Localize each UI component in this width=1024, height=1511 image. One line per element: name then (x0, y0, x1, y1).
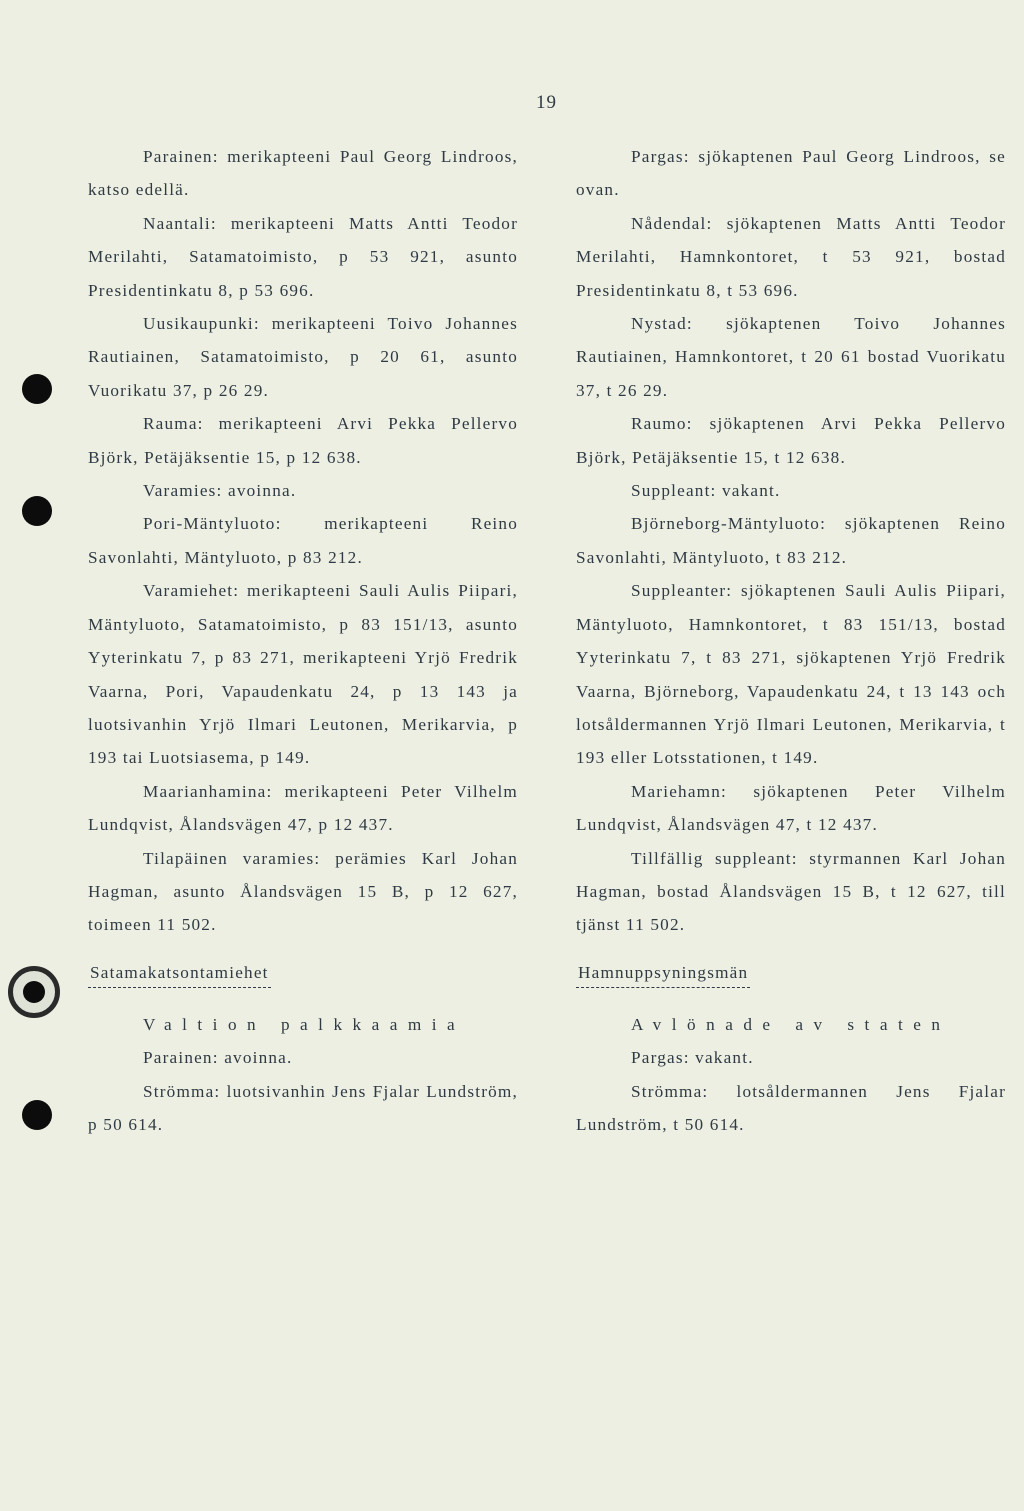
paragraph: Naantali: merikapteeni Matts Antti Teodor Merilahti, Satamatoimisto, p 53 921, asunto Presidentinkatu 8, p 53 696. (88, 213, 518, 300)
section-heading-text: Satamakatsontamiehet (88, 959, 271, 988)
paragraph: Pargas: sjökaptenen Paul Georg Lindroos, se ovan. (576, 147, 1006, 200)
paragraph: Rauma: merikapteeni Arvi Pekka Pellervo Björk, Petäjäksentie 15, p 12 638. (88, 414, 518, 467)
section-heading (88, 956, 518, 990)
paragraph: Björneborg-Mäntyluoto: sjökaptenen Reino Savonlahti, Mäntyluoto, t 83 212. (576, 514, 1006, 567)
binder-hole-reinforced (8, 966, 60, 1018)
swedish-column (576, 140, 1006, 1141)
section-heading (576, 956, 1006, 990)
paragraph: Strömma: luotsivanhin Jens Fjalar Lundström, p 50 614. (88, 1081, 518, 1134)
paragraph: Maarianhamina: merikapteeni Peter Vilhelm Lundqvist, Ålandsvägen 47, p 12 437. (88, 781, 518, 835)
binder-hole-1 (22, 374, 52, 404)
section-subheading: Avlönade av staten (631, 1014, 951, 1034)
page-number: 19 (536, 92, 557, 113)
paragraph: Pargas: vakant. (631, 1048, 754, 1068)
paragraph: Nådendal: sjökaptenen Matts Antti Teodor Merilahti, Hamnkontoret, t 53 921, bostad Presidentinkatu 8, t 53 696. (576, 213, 1006, 300)
paragraph: Tilapäinen varamies: perämies Karl Johan Hagman, asunto Ålandsvägen 15 B, p 12 627, toimeen 11 502. (88, 848, 518, 935)
paragraph: Nystad: sjökaptenen Toivo Johannes Rautiainen, Hamnkontoret, t 20 61 bostad Vuorikatu 37, t 26 29. (576, 314, 1006, 400)
paragraph: Varamiehet: merikapteeni Sauli Aulis Piipari, Mäntyluoto, Satamatoimisto, p 83 151/13, asunto Yyterinkatu 7, p 83 271, merikapteeni Yrjö Fredrik Vaarna, Pori, Vapaudenkatu 24, p 13 143 ja luotsivanhin Yrjö Ilmari Leutonen, Merikarvia, p 193 tai Luotsiasema, p 149. (88, 581, 518, 768)
paragraph: Pori-Mäntyluoto: merikapteeni Reino Savonlahti, Mäntyluoto, p 83 212. (88, 514, 518, 567)
paragraph: Parainen: avoinna. (143, 1048, 293, 1068)
binder-hole-3 (22, 1100, 52, 1130)
finnish-column (88, 140, 518, 1141)
section-subheading: Valtion palkkaamia (143, 1014, 466, 1034)
paragraph: Uusikaupunki: merikapteeni Toivo Johannes Rautiainen, Satamatoimisto, p 20 61, asunto Vuorikatu 37, p 26 29. (88, 314, 518, 400)
paragraph: Suppleanter: sjökaptenen Sauli Aulis Piipari, Mäntyluoto, Hamnkontoret, t 83 151/13, bostad Yyterinkatu 7, t 83 271, sjökaptenen Yrjö Fredrik Vaarna, Björneborg, Vapaudenkatu 24, t 13 143 och lotsåldermannen Yrjö Ilmari Leutonen, Merikarvia, t 193 eller Lotsstationen, t 149. (576, 581, 1006, 768)
binder-hole-2 (22, 496, 52, 526)
paragraph: Strömma: lotsåldermannen Jens Fjalar Lundström, t 50 614. (576, 1081, 1006, 1134)
paragraph: Suppleant: vakant. (631, 481, 781, 501)
paragraph: Tillfällig suppleant: styrmannen Karl Johan Hagman, bostad Ålandsvägen 15 B, t 12 627, till tjänst 11 502. (576, 848, 1006, 935)
paragraph: Varamies: avoinna. (143, 481, 297, 501)
section-heading-text: Hamnuppsyningsmän (576, 959, 750, 988)
paragraph: Raumo: sjökaptenen Arvi Pekka Pellervo Björk, Petäjäksentie 15, t 12 638. (576, 414, 1006, 467)
paragraph: Parainen: merikapteeni Paul Georg Lindroos, katso edellä. (88, 147, 518, 200)
paragraph: Mariehamn: sjökaptenen Peter Vilhelm Lundqvist, Ålandsvägen 47, t 12 437. (576, 781, 1006, 835)
